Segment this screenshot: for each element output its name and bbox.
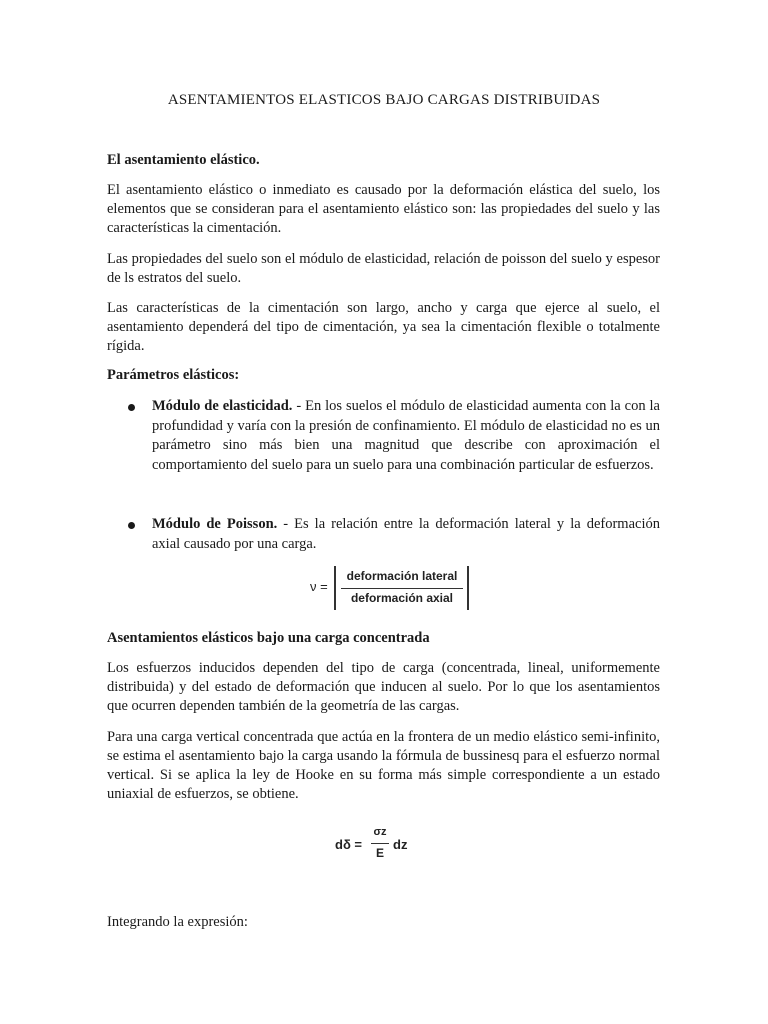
equation-lhs: dδ = — [335, 837, 363, 852]
paragraph-esfuerzos: Los esfuerzos inducidos dependen del tipo de carga (concentrada, lineal, uniformemente distribuida) y del estado de deformación que inducen al suelo. Por lo que los asentamientos que ocurren dependen también de la geometría de las cargas. — [107, 660, 660, 714]
bullet-icon — [128, 404, 135, 411]
equation-numerator: deformación lateral — [346, 569, 458, 583]
equation-numerator: σz — [373, 826, 387, 838]
equation-fraction-line — [371, 843, 389, 844]
list-item-term: Módulo de elasticidad. — [152, 398, 293, 414]
equation-fraction-line — [341, 588, 463, 589]
paragraph-integrando: Integrando la expresión: — [107, 914, 248, 930]
paragraph-cimentacion: Las características de la cimentación son largo, ancho y carga que ejerce al suelo, el asentamiento dependerá del tipo de cimentación, ya sea la cimentación flexible o totalmente rígida. — [107, 300, 660, 354]
list-item-text: - Es la relación entre la deformación lateral y la deformación axial causado por una carga. — [152, 516, 660, 552]
list-item-poisson — [152, 515, 660, 554]
bullet-icon — [128, 522, 135, 529]
page-title: ASENTAMIENTOS ELASTICOS BAJO CARGAS DISTRIBUIDAS — [167, 92, 601, 108]
list-item-term: Módulo de Poisson. — [152, 516, 278, 532]
equation-rhs: dz — [393, 837, 408, 852]
poisson-equation — [310, 566, 462, 610]
section-heading-parametros: Parámetros elásticos: — [107, 367, 240, 383]
paragraph-intro: El asentamiento elástico o inmediato es causado por la deformación elástica del suelo, los elementos que se consideran para el asentamiento elástico son: las propiedades del suelo y las características la cimentación. — [107, 182, 660, 236]
equation-denominator: deformación axial — [350, 591, 454, 605]
paragraph-propiedades: Las propiedades del suelo son el módulo de elasticidad, relación de poisson del suelo y espesor de ls estratos del suelo. — [107, 251, 660, 286]
paragraph-carga-vertical: Para una carga vertical concentrada que actúa en la frontera de un medio elástico semi-infinito, se estima el asentamiento bajo la carga usando la fórmula de bussinesq para el esfuerzo normal vertical. Si se aplica la ley de Hooke en su forma más simple correspondiente a un estado uniaxial de esfuerzos, se obtiene. — [107, 729, 660, 802]
list-item-text: - En los suelos el módulo de elasticidad aumenta con la con la profundidad y varía con la presión de confinamiento. El módulo de elasticidad no es un parámetro sino más bien una magnitud que describe con aproximación el comportamiento del suelo para un suelo para una combinación particular de esfuerzos. — [152, 398, 660, 473]
equation-bar-right — [467, 566, 469, 610]
equation-lhs: ν = — [310, 579, 328, 594]
hooke-equation — [335, 826, 415, 866]
section-heading-asentamiento: El asentamiento elástico. — [107, 152, 260, 168]
list-item-elasticidad — [152, 397, 660, 475]
section-heading-carga-concentrada: Asentamientos elásticos bajo una carga concentrada — [107, 630, 430, 646]
equation-bar-left — [334, 566, 336, 610]
equation-denominator: E — [375, 846, 384, 860]
